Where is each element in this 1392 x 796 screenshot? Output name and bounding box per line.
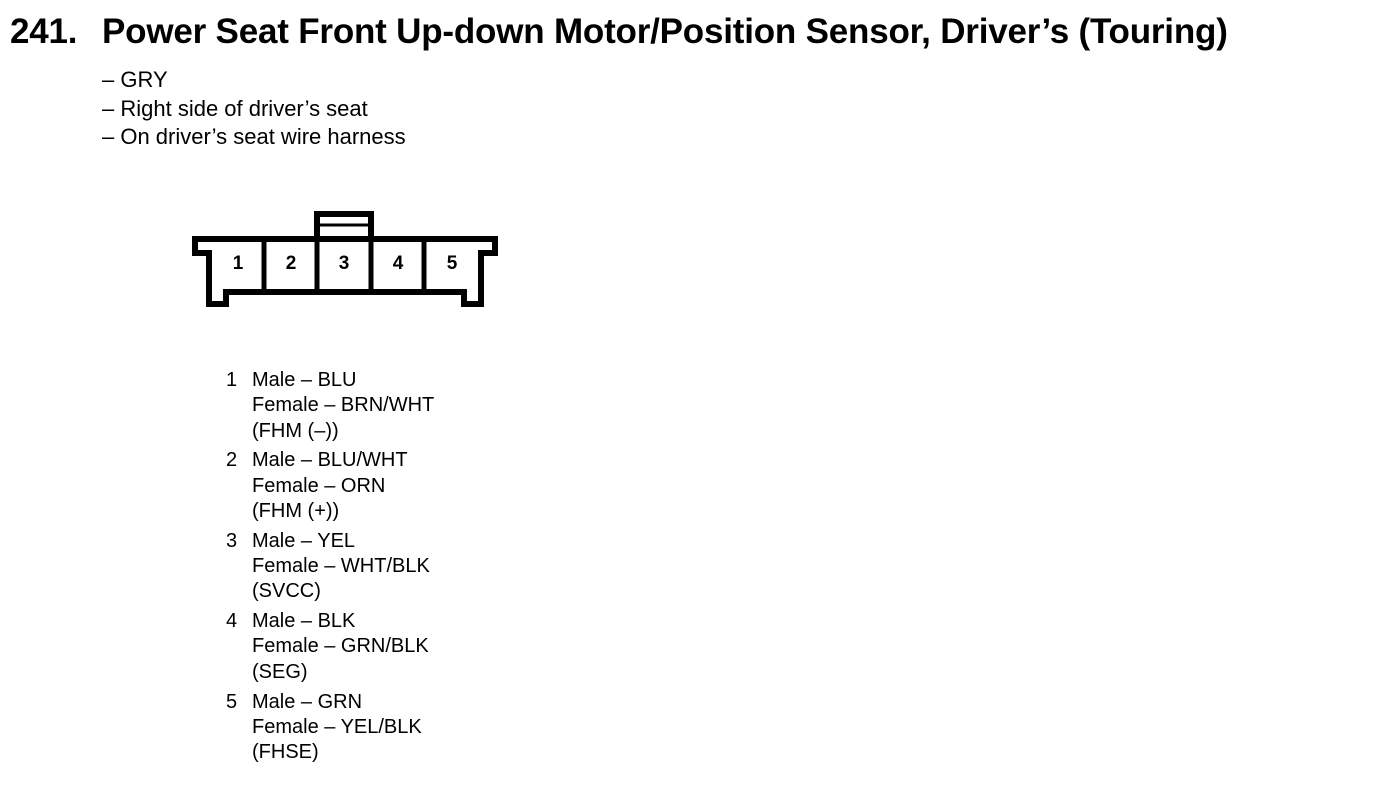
pin-male-wire: Male – YEL xyxy=(252,529,356,552)
connector-diagram xyxy=(190,208,500,310)
pin-male-wire: Male – BLU/WHT xyxy=(252,449,408,472)
connector-notes xyxy=(102,66,406,152)
pin-female-wire: Female – WHT/BLK xyxy=(252,555,430,578)
pin-signal: (FHM (+)) xyxy=(252,499,340,522)
pin-female-wire: Female – BRN/WHT xyxy=(252,394,435,417)
pin-male-wire: Male – BLU xyxy=(252,369,357,391)
pin-male-wire: Male – GRN xyxy=(252,690,363,713)
pin-signal: (SVCC) xyxy=(252,580,321,603)
cavity-label-3: 3 xyxy=(338,253,350,274)
cavity-label-2: 2 xyxy=(285,253,297,274)
pin-male-wire: Male – BLK xyxy=(252,610,356,633)
pin-entry-3 xyxy=(226,529,434,605)
pin-entry-5 xyxy=(226,690,434,766)
pin-entry-1 xyxy=(226,368,434,444)
page-title xyxy=(10,12,1228,52)
pin-female-wire: Female – YEL/BLK xyxy=(252,715,422,738)
pin-number: 2 xyxy=(226,449,238,472)
pin-entry-2 xyxy=(226,448,434,524)
cavity-label-1: 1 xyxy=(232,253,244,274)
note-location: – Right side of driver’s seat xyxy=(102,95,368,121)
pin-entry-4 xyxy=(226,609,434,685)
pin-number: 4 xyxy=(226,610,238,633)
cavity-label-5: 5 xyxy=(446,253,458,274)
pin-number: 5 xyxy=(226,690,238,713)
pin-female-wire: Female – GRN/BLK xyxy=(252,635,429,658)
cavity-label-4: 4 xyxy=(392,253,404,274)
title-text: Power Seat Front Up-down Motor/Position Sensor, Driver’s (Touring) xyxy=(102,12,1228,51)
pin-list xyxy=(226,368,434,770)
pin-female-wire: Female – ORN xyxy=(252,474,386,497)
note-harness: – On driver’s seat wire harness xyxy=(102,124,406,149)
title-number: 241. xyxy=(10,12,78,51)
pin-number: 1 xyxy=(226,369,238,391)
pin-signal: (FHM (–)) xyxy=(252,419,339,442)
pin-number: 3 xyxy=(226,529,238,552)
pin-signal: (FHSE) xyxy=(252,741,319,764)
pin-signal: (SEG) xyxy=(252,660,308,683)
note-color: – GRY xyxy=(102,67,168,92)
